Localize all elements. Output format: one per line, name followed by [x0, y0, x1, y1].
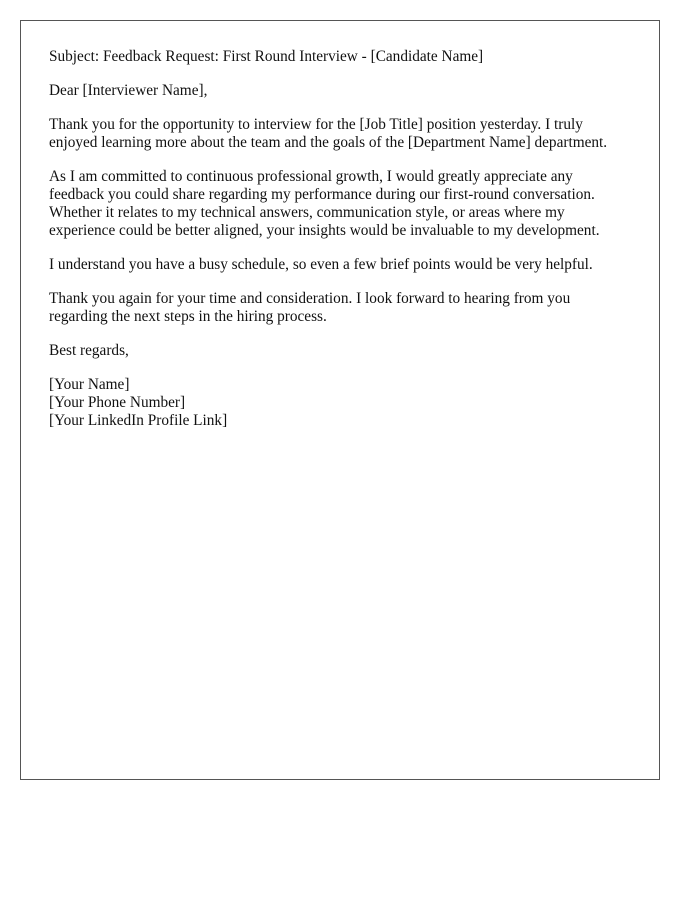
letter-paragraph-2 [49, 168, 649, 240]
paragraph-line: enjoyed learning more about the team and the goals of the [Department Name] department. [49, 134, 608, 151]
signature-phone: [Your Phone Number] [49, 394, 186, 411]
letter-paragraph-4 [49, 290, 649, 326]
letter-closing: Best regards, [49, 342, 129, 359]
paragraph-line: Thank you for the opportunity to interview for the [Job Title] position yesterday. I truly [49, 116, 583, 133]
letter-salutation: Dear [Interviewer Name], [49, 82, 208, 99]
letter-paragraph-3: I understand you have a busy schedule, so even a few brief points would be very helpful. [49, 256, 593, 273]
letter-subject: Subject: Feedback Request: First Round Interview - [Candidate Name] [49, 48, 484, 65]
letter-paragraph-1 [49, 116, 649, 152]
letter-body [49, 48, 649, 430]
paragraph-line: Whether it relates to my technical answers, communication style, or areas where my [49, 204, 565, 221]
paragraph-line: Thank you again for your time and consideration. I look forward to hearing from you [49, 290, 571, 307]
paragraph-line: feedback you could share regarding my performance during our first-round conversation. [49, 186, 595, 203]
paragraph-line: regarding the next steps in the hiring process. [49, 308, 327, 325]
signature-linkedin: [Your LinkedIn Profile Link] [49, 412, 228, 429]
signature-block [49, 376, 649, 430]
signature-name: [Your Name] [49, 376, 130, 393]
paragraph-line: experience could be better aligned, your insights would be invaluable to my development. [49, 222, 600, 239]
paragraph-line: As I am committed to continuous professional growth, I would greatly appreciate any [49, 168, 573, 185]
letter-frame [20, 20, 660, 780]
